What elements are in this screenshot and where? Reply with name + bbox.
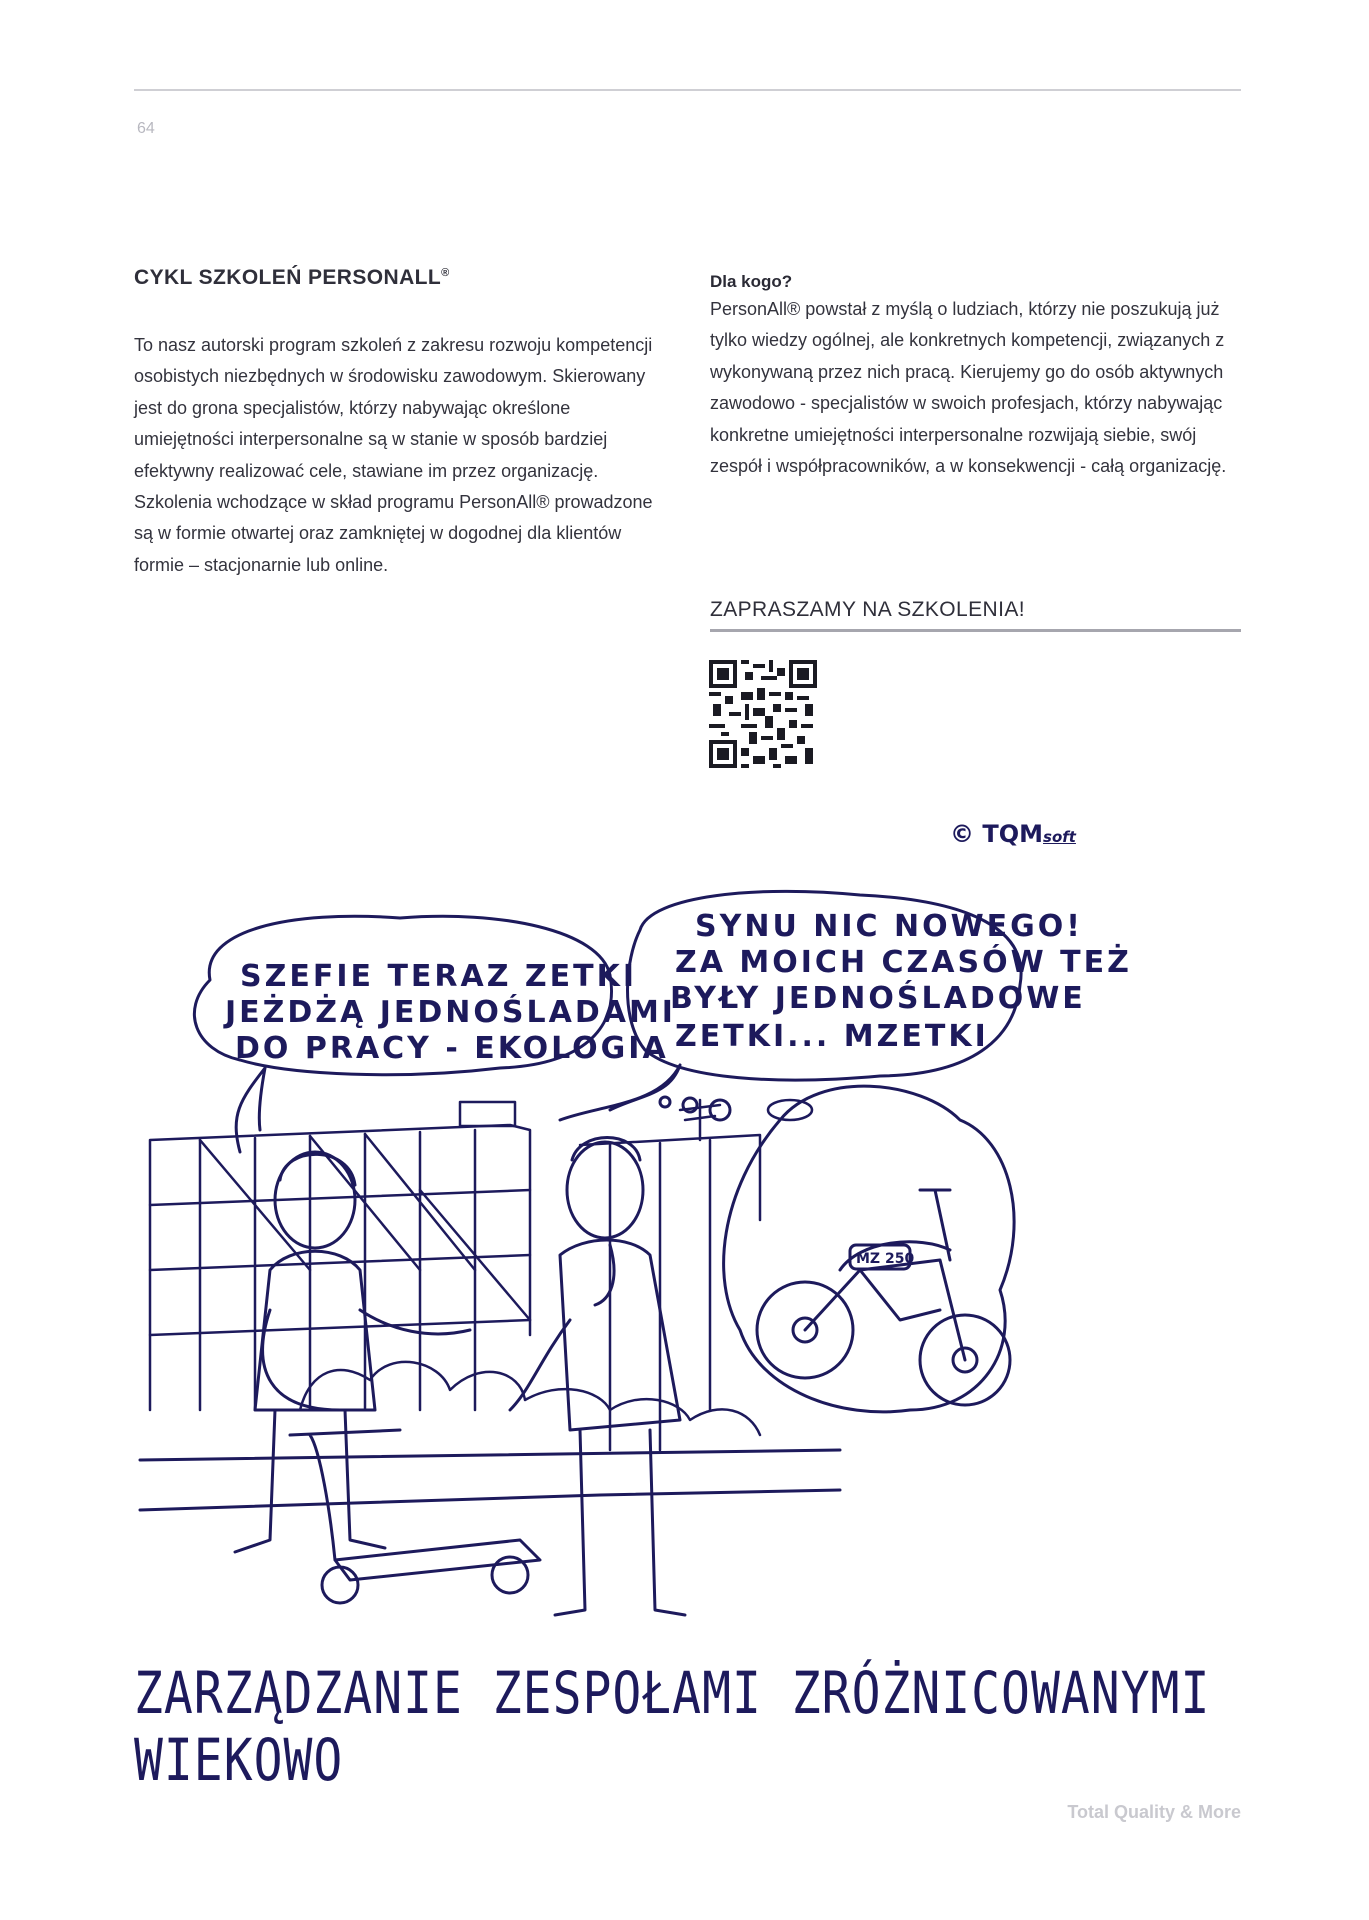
left-bubble-line-1: SZEFIE TERAZ ZETKI (240, 959, 638, 994)
brand-name: TQM (982, 820, 1044, 848)
bushes (300, 1362, 760, 1435)
right-bubble-line-2: ZA MOICH CZASÓW TEŻ (675, 945, 1132, 980)
motorcycle (757, 1190, 1010, 1405)
qr-code[interactable] (709, 660, 817, 768)
building (150, 1100, 812, 1450)
section-title (134, 266, 664, 290)
thought-dot-3 (660, 1097, 670, 1107)
cartoon-caption: ZARZĄDZANIE ZESPOŁAMI ZRÓŻNICOWANYMI WIEKOWO (134, 1660, 1211, 1795)
right-bubble-line-1: SYNU NIC NOWEGO! (695, 909, 1083, 944)
thought-dot-1 (710, 1100, 730, 1120)
top-divider (134, 89, 1241, 91)
audience-heading: Dla kogo? (710, 272, 793, 291)
left-bubble-line-3: DO PRACY - EKOLOGIA (235, 1031, 669, 1066)
section-title-text: CYKL SZKOLEŃ PERSONALL (134, 266, 442, 289)
invite-heading: ZAPRASZAMY NA SZKOLENIA! (710, 598, 1025, 621)
invite-divider (710, 629, 1241, 632)
left-column (134, 266, 664, 581)
copyright-symbol: © (950, 820, 974, 848)
intro-paragraph: To nasz autorski program szkoleń z zakresu rozwoju kompetencji osobistych niezbędnych w środowisku zawodowym. Skierowany jest do grona specjalistów, którzy nabywając określone umiejętności interpersonalne są w stanie w sposób bardziej efektywny realizować cele, stawiane im przez organizację. Szkolenia wchodzące w skład programu PersonAll® prowadzone są w formie otwartej oraz zamkniętej w dogodnej dla klientów formie – stacjonarnie lub online. (134, 335, 653, 575)
footer-brand: Total Quality & More (1067, 1802, 1241, 1822)
ground-line (140, 1450, 840, 1510)
brand-suffix: soft (1043, 828, 1076, 846)
right-bubble-line-3: BYŁY JEDNOŚLADOWE (670, 981, 1086, 1016)
right-bubble-line-4: ZETKI... MZETKI (675, 1019, 989, 1054)
left-bubble-line-2: JEŻDŻĄ JEDNOŚLADAMI (225, 995, 676, 1030)
page-number: 64 (137, 120, 155, 137)
registered-mark: ® (441, 267, 450, 279)
audience-paragraph: PersonAll® powstał z myślą o ludziach, którzy nie poszukują już tylko wiedzy ogólnej, ale konkretnych kompetencji, związanych z wykonywaną przez nich pracą. Kierujemy go do osób aktywnych zawodowo - specjalistów w swoich profesjach, którzy nabywając konkretne umiejętności interpersonalne rozwijają siebie, swój zespół i współpracowników, a w konsekwencji - całą organizację. (710, 299, 1227, 477)
right-column (710, 272, 1242, 482)
right-bubble-tail (560, 1065, 680, 1120)
cartoon-illustration (140, 890, 1132, 1630)
plate-text: MZ 250 (856, 1251, 915, 1267)
copyright-logo (950, 820, 1076, 848)
left-bubble-tail (236, 1068, 265, 1152)
young-man-figure (235, 1152, 470, 1552)
